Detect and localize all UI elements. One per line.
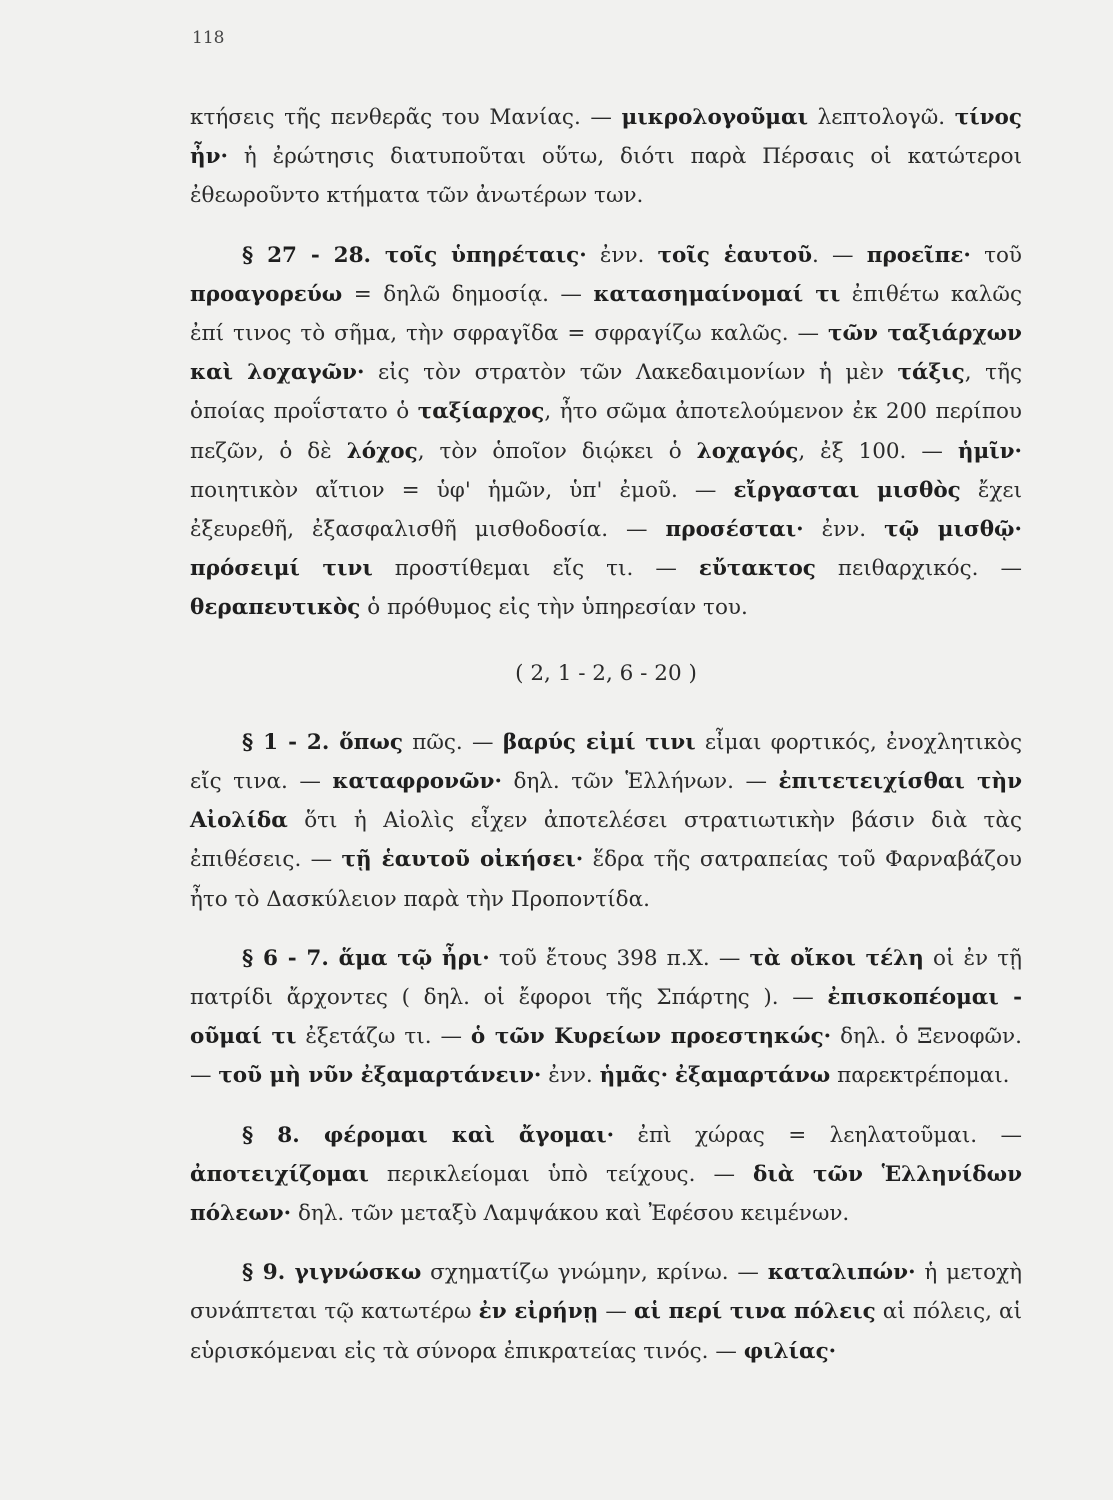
text-run: ἐνν. xyxy=(803,517,885,543)
lemma: καταφρονῶν· xyxy=(332,769,502,795)
lemma: § 9. γιγνώσκω xyxy=(242,1260,422,1286)
lemma: καταλιπών· xyxy=(767,1260,916,1286)
lemma: τῇ ἑαυτοῦ οἰκήσει· xyxy=(341,847,584,873)
text-run: ἕδρα τῆς σατραπείας τοῦ Φαρναβάζου ἦτο τὸ Δασκύλειον παρὰ τὴν Προποντίδα. xyxy=(190,847,1022,912)
paragraph-27-28 xyxy=(190,236,1022,628)
text-run: , ἐξ 100. — xyxy=(798,438,958,464)
text-run: οἱ ἐν τῇ πατρίδι ἄρχοντες ( δηλ. οἱ ἔφοροι τῆς Σπάρτης ). — xyxy=(190,945,1022,1011)
lemma: πρόσειμί τινι xyxy=(190,556,373,582)
paragraph-9 xyxy=(190,1253,1022,1371)
lemma: προσέσται· xyxy=(665,517,804,543)
text-run: ἡ ἐρώτησις διατυποῦται οὕτω, διότι παρὰ Πέρσαις οἱ κατώτεροι ἐθεωροῦντο κτήματα τῶν ἀνωτέρων των. xyxy=(190,144,1022,209)
text-run: πῶς. — xyxy=(402,729,503,755)
paragraph-1-2 xyxy=(190,723,1022,919)
text-run: εἰς τὸν στρατὸν τῶν Λακεδαιμονίων ἡ μὲν xyxy=(364,360,898,386)
commentary-text xyxy=(190,98,1022,1371)
text-run: αἱ πόλεις, αἱ εὑρισκόμεναι εἰς τὰ σύνορα ἐπικρατείας τινός. — xyxy=(190,1299,1023,1364)
text-run: τοῦ xyxy=(970,242,1022,268)
lemma: ἐν εἰρήνῃ xyxy=(478,1299,599,1325)
lemma: φιλίας· xyxy=(743,1338,837,1364)
lemma: ὁ τῶν Κυρείων προεστηκώς· xyxy=(470,1024,832,1050)
text-run: περικλείομαι ὑπὸ τείχους. — xyxy=(368,1161,754,1187)
lemma: § 27 - 28. τοῖς ὑπηρέταις· xyxy=(242,242,587,268)
lemma: τάξις xyxy=(897,360,965,386)
lemma: ἡμᾶς· xyxy=(599,1063,669,1089)
lemma: τοῦ μὴ νῦν ἐξαμαρτάνειν· xyxy=(218,1063,542,1089)
text-run: , τῆς ὁποίας προΐστατο ὁ xyxy=(190,360,1022,425)
text-run: , ἦτο σῶμα ἀποτελούμενον ἐκ 200 περίπου πεζῶν, ὁ δὲ xyxy=(190,399,1023,464)
lemma: § 6 - 7. ἅμα τῷ ἦρι· xyxy=(242,945,490,971)
text-run: τοῦ ἔτους 398 π.Χ. — xyxy=(489,945,750,971)
lemma: τῷ μισθῷ· xyxy=(884,517,1022,543)
lemma: ἡμῖν· xyxy=(957,438,1023,464)
lemma: ταξίαρχος xyxy=(417,399,545,425)
text-run: , τὸν ὁποῖον διῴκει ὁ xyxy=(417,438,697,464)
text-run: σχηματίζω γνώμην, κρίνω. — xyxy=(421,1260,768,1286)
text-run: ἡ μετοχὴ συνάπτεται τῷ κατωτέρω xyxy=(190,1260,1022,1325)
section-heading: ( 2, 1 - 2, 6 - 20 ) xyxy=(515,660,697,686)
text-run: = δηλῶ δημοσίᾳ. — xyxy=(342,281,594,307)
lemma: εὔτακτος xyxy=(698,556,816,582)
lemma: κατασημαίνομαί τι xyxy=(593,281,841,307)
lemma: βαρύς εἰμί τινι xyxy=(502,729,696,755)
paragraph-8 xyxy=(190,1116,1022,1234)
lemma: λοχαγός xyxy=(696,438,799,464)
lemma: διὰ τῶν Ἑλληνίδων πόλεων· xyxy=(190,1161,1022,1227)
lemma: αἱ περί τινα πόλεις xyxy=(633,1299,876,1325)
lemma: προαγορεύω xyxy=(190,281,343,307)
text-run: — xyxy=(598,1299,634,1325)
lemma: προεῖπε· xyxy=(866,242,971,268)
text-run: ὅτι ἡ Αἰολὶς εἶχεν ἀποτελέσει στρατιωτικὴν βάσιν διὰ τὰς ἐπιθέσεις. — xyxy=(190,808,1022,873)
text-run: προστίθεμαι εἴς τι. — xyxy=(372,556,699,582)
lemma: § 8. φέρομαι καὶ ἄγομαι· xyxy=(242,1122,615,1148)
paragraph-6-7 xyxy=(190,939,1022,1096)
lemma: θεραπευτικὸς xyxy=(190,595,361,621)
text-run: ἐνν. xyxy=(586,242,658,268)
text-run: ποιητικὸν αἴτιον = ὑφ' ἡμῶν, ὑπ' ἐμοῦ. — xyxy=(190,477,734,503)
text-run xyxy=(668,1063,675,1088)
lemma: ἐξαμαρτάνω xyxy=(674,1063,831,1089)
text-run: . — xyxy=(812,242,867,268)
lemma: τῶν ταξιάρχων καὶ λοχαγῶν· xyxy=(190,321,1022,386)
lemma: ἐπιτετειχίσθαι τὴν Αἰολίδα xyxy=(190,769,1022,834)
lemma: τοῖς ἑαυτοῦ xyxy=(657,242,812,268)
text-run: ἔχει ἐξευρεθῆ, ἐξασφαλισθῆ μισθοδοσία. — xyxy=(190,477,1023,543)
lemma: τὰ οἴκοι τέλη xyxy=(749,945,924,971)
paragraph-1 xyxy=(190,98,1022,216)
text-run: πειθαρχικός. — xyxy=(815,556,1022,582)
text-run: ἐπιθέτω καλῶς ἐπί τινος τὸ σῆμα, τὴν σφραγῖδα = σφραγίζω καλῶς. — xyxy=(190,281,1022,347)
lemma: τίνος ἦν· xyxy=(190,105,1022,170)
page-number: 118 xyxy=(192,28,225,48)
lemma: ἐπισκοπέομαι - οῦμαί τι xyxy=(190,985,1022,1050)
text-run: ἐξετάζω τι. — xyxy=(296,1024,471,1050)
text-run: λεπτολογῶ. xyxy=(807,105,955,130)
text-run: παρεκτρέπομαι. xyxy=(830,1063,1010,1089)
lemma: μικρολογοῦμαι xyxy=(621,105,808,130)
text-run: ἐνν. xyxy=(541,1063,600,1089)
text-run: ὁ πρόθυμος εἰς τὴν ὑπηρεσίαν του. xyxy=(360,595,748,621)
lemma: εἴργασται μισθὸς xyxy=(733,477,961,503)
text-run: δηλ. τῶν Ἑλλήνων. — xyxy=(501,769,779,795)
lemma: § 1 - 2. ὅπως xyxy=(242,729,403,755)
text-run: κτήσεις τῆς πενθερᾶς του Μανίας. — xyxy=(190,105,622,130)
lemma: ἀποτειχίζομαι xyxy=(190,1161,369,1187)
text-run: δηλ. ὁ Ξενοφῶν. — xyxy=(190,1024,1022,1089)
text-run: δηλ. τῶν μεταξὺ Λαμψάκου καὶ Ἐφέσου κειμένων. xyxy=(291,1201,850,1227)
text-run: εἶμαι φορτικός, ἐνοχλητικὸς εἴς τινα. — xyxy=(190,729,1023,795)
text-run: ἐπὶ χώρας = λεηλατοῦμαι. — xyxy=(614,1122,1022,1148)
lemma: λόχος xyxy=(346,438,418,464)
